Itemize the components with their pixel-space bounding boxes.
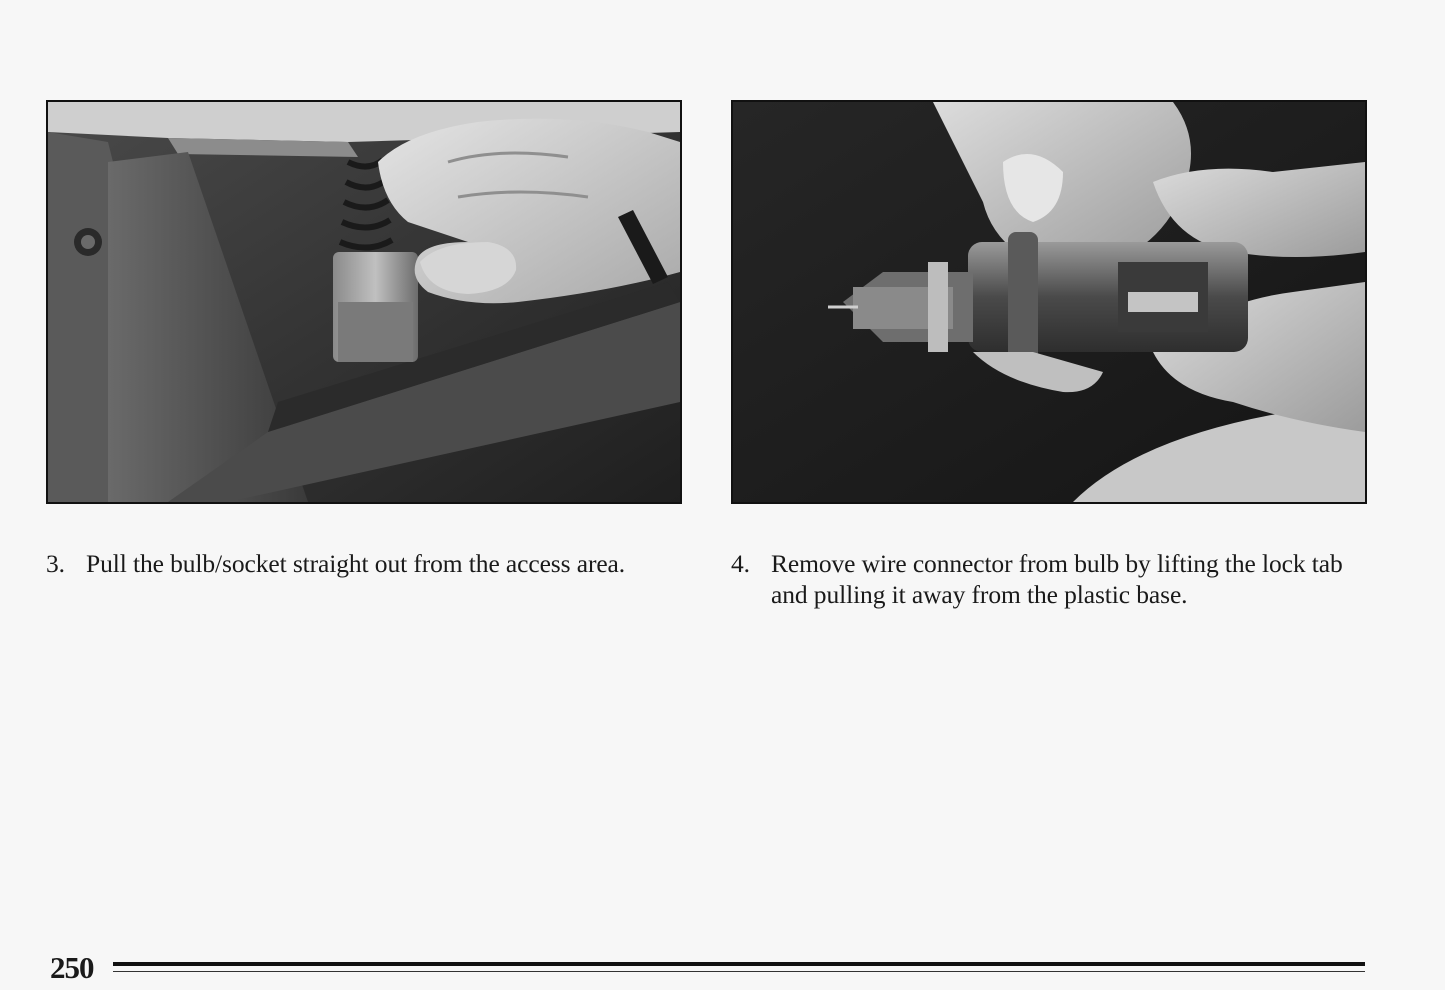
step-number: 4. (731, 549, 750, 578)
step-4 (731, 548, 1371, 610)
step-text: Pull the bulb/socket straight out from the access area. (86, 549, 626, 578)
footer-rule-thin (113, 971, 1365, 972)
step-text: Remove wire connector from bulb by lifting the lock tab and pulling it away from the plastic base. (771, 549, 1343, 609)
footer-rule (113, 962, 1365, 974)
step-number: 3. (46, 549, 65, 578)
footer-rule-thick (113, 962, 1365, 966)
photo-wire-connector-illustration (733, 102, 1365, 502)
step-3 (46, 548, 706, 579)
photo-wire-connector-removal (731, 100, 1367, 504)
photo-bulb-socket-illustration (48, 102, 680, 502)
page-number: 250 (50, 950, 94, 985)
photo-bulb-socket-removal (46, 100, 682, 504)
